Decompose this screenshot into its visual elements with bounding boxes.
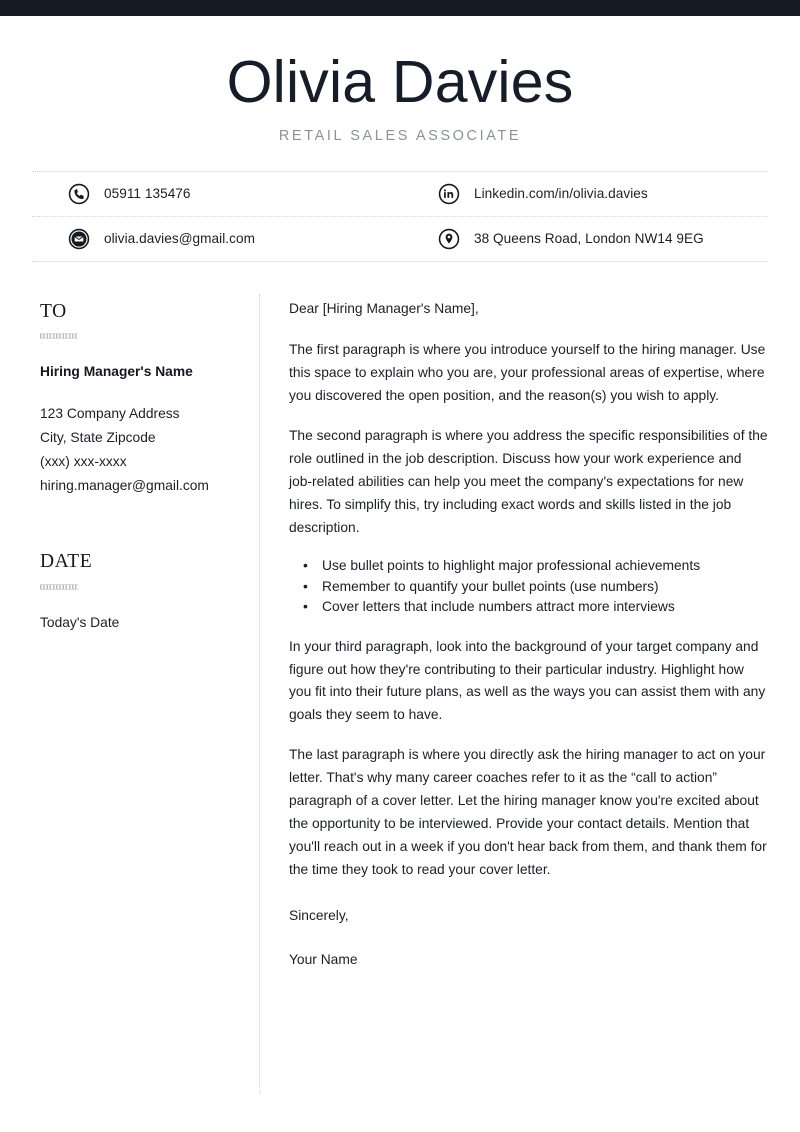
linkedin-icon — [438, 183, 460, 205]
list-item: • Cover letters that include numbers attract more interviews — [289, 597, 768, 617]
contact-phone-value: 05911 135476 — [104, 186, 191, 202]
date-heading-rule — [40, 584, 78, 590]
letter-sidebar — [40, 294, 259, 1094]
location-pin-icon — [438, 228, 460, 250]
date-value: Today's Date — [40, 614, 120, 630]
letter-paragraph-3: In your third paragraph, look into the background of your target company and figure out how they're contributing to their particular industry. Highlight how you fit into their future plans, as well as the ways you can assist them with any goals they seem to have. — [289, 638, 766, 723]
letter-paragraph-1: The first paragraph is where you introduce yourself to the hiring manager. Use this space to explain who you are, your professional areas of expertise, where you discovered the open position, and the reason(s) you wish to apply. — [289, 342, 766, 404]
applicant-job-title: RETAIL SALES ASSOCIATE — [278, 127, 522, 144]
contact-details — [32, 171, 768, 262]
recipient-address-line: City, State Zipcode — [40, 430, 156, 446]
recipient-address-line: 123 Company Address — [40, 406, 180, 422]
letter-salutation: Dear [Hiring Manager's Name], — [289, 300, 479, 316]
recipient-address-line: hiring.manager@gmail.com — [40, 477, 209, 493]
letter-content — [260, 294, 768, 1094]
applicant-name: Olivia Davies — [226, 49, 574, 115]
letter-signature: Your Name — [289, 951, 358, 967]
contact-item-address[interactable] — [400, 217, 768, 261]
document-header — [0, 16, 800, 144]
envelope-icon — [68, 228, 90, 250]
to-heading: TO — [40, 300, 67, 322]
cover-letter-page — [0, 16, 800, 1132]
letter-bullet-list — [289, 556, 768, 617]
top-accent-bar — [0, 0, 800, 16]
letter-paragraph-4: The last paragraph is where you directly ask the hiring manager to act on your letter. That's why many career coaches refer to it as the “call to action” paragraph of a cover letter. Let the hiring manager know you're excited about the opportunity to be interviewed. Provide your contact details. Mention that you'll reach out in a week if you don't hear back from them, and thank them for the time they took to read your cover letter. — [289, 747, 767, 877]
letter-closing: Sincerely, — [289, 907, 349, 923]
contact-linkedin-value: Linkedin.com/in/olivia.davies — [474, 186, 648, 202]
contact-item-email[interactable] — [32, 217, 400, 261]
sidebar-spacer — [40, 497, 239, 551]
contact-item-linkedin[interactable] — [400, 172, 768, 216]
contact-row — [32, 217, 768, 262]
contact-row — [32, 172, 768, 217]
phone-icon — [68, 183, 90, 205]
recipient-address-block — [40, 402, 239, 497]
recipient-name: Hiring Manager's Name — [40, 364, 193, 380]
contact-item-phone[interactable] — [32, 172, 400, 216]
contact-address-value: 38 Queens Road, London NW14 9EG — [474, 231, 704, 247]
to-heading-rule — [40, 333, 78, 339]
list-item: • Use bullet points to highlight major professional achievements — [289, 556, 768, 576]
letter-paragraph-2: The second paragraph is where you address the specific responsibilities of the role outlined in the job description. Discuss how your work experience and job-related abilities can help you meet the company's expectations for new hires. To simplify this, try including exact words and skills listed in the job description. — [289, 427, 768, 535]
date-heading: DATE — [40, 551, 93, 573]
letter-body-columns — [0, 294, 800, 1094]
contact-email-value: olivia.davies@gmail.com — [104, 231, 255, 247]
recipient-address-line: (xxx) xxx-xxxx — [40, 453, 127, 469]
list-item: • Remember to quantify your bullet points (use numbers) — [289, 577, 768, 597]
